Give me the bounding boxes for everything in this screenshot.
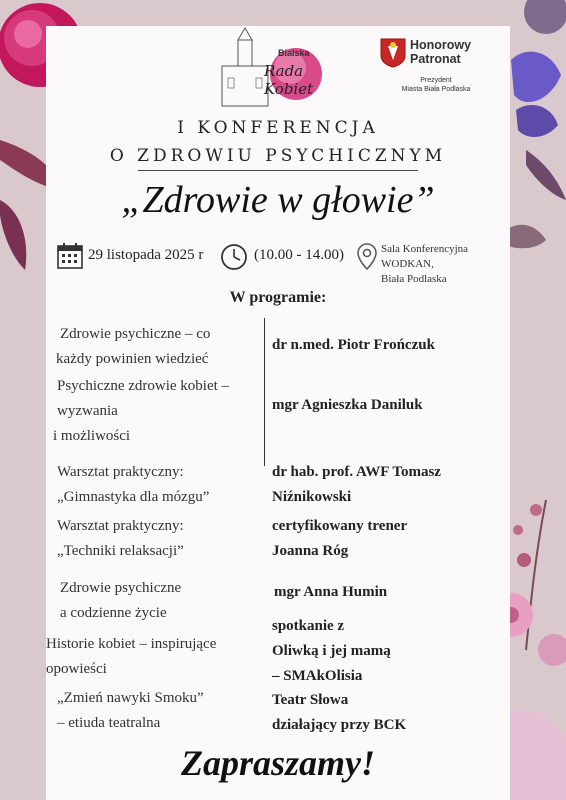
floral-decoration-top-right — [506, 0, 566, 260]
topic-line: każdy powinien wiedzieć — [56, 351, 209, 367]
speaker-line: Joanna Róg — [272, 543, 349, 559]
logo-line1: Bialska — [278, 48, 310, 58]
city-coat-of-arms-icon — [380, 38, 406, 68]
patron-title-line1: Honorowy — [410, 38, 472, 52]
topic-line: Zdrowie psychiczne – co — [60, 326, 211, 342]
speaker-line: mgr Anna Humin — [274, 584, 388, 600]
speaker-line: spotkanie z — [272, 618, 345, 634]
topic-line: „Zmień nawyki Smoku” — [57, 690, 204, 706]
event-venue — [381, 242, 468, 287]
patron-sub-line2: Miasta Biała Podlaska — [401, 86, 471, 93]
topic-line: Warsztat praktyczny: — [57, 464, 184, 480]
program-topic — [60, 576, 181, 626]
program-topic — [46, 632, 216, 682]
program-speaker — [272, 333, 435, 358]
conference-title-line1: I KONFERENCJA — [177, 118, 379, 138]
topic-line: – etiuda teatralna — [57, 715, 161, 731]
venue-line2: WODKAN, — [381, 258, 434, 270]
program-topic — [53, 374, 230, 449]
venue-line3: Biała Podlaska — [381, 273, 447, 285]
program-column-divider — [264, 318, 265, 466]
program-speaker — [272, 688, 406, 738]
topic-line: opowieści — [46, 661, 107, 677]
clock-icon — [220, 243, 248, 271]
conference-headline: „Zdrowie w głowie” — [121, 179, 435, 221]
event-date: 29 listopada 2025 r — [88, 247, 204, 263]
speaker-line: działający przy BCK — [272, 717, 407, 733]
program-topic — [56, 322, 211, 372]
program-topic — [57, 460, 209, 510]
topic-line: „Techniki relaksacji” — [57, 543, 184, 559]
speaker-line: certyfikowany trener — [272, 518, 408, 534]
bialska-rada-kobiet-logo — [220, 26, 350, 108]
topic-line: „Gimnastyka dla mózgu” — [57, 489, 210, 505]
patron-title-line2: Patronat — [410, 52, 461, 66]
speaker-line: Oliwką i jej mamą — [272, 643, 391, 659]
patron-sub-line1: Prezydent — [420, 77, 452, 84]
program-speaker — [272, 393, 423, 418]
program-topic — [57, 686, 204, 736]
program-topic — [57, 514, 184, 564]
speaker-line: mgr Agnieszka Daniluk — [272, 397, 423, 413]
topic-line: Warsztat praktyczny: — [57, 518, 184, 534]
topic-line: wyzwania — [57, 403, 118, 419]
patron-title — [410, 38, 471, 66]
topic-line: Historie kobiet – inspirujące — [46, 636, 217, 652]
program-speaker — [274, 580, 387, 605]
logo-line2: Rada Kobiet — [264, 62, 314, 98]
speaker-line: dr n.med. Piotr Frończuk — [272, 337, 435, 353]
event-time: (10.00 - 14.00) — [254, 247, 344, 263]
topic-line: a codzienne życie — [60, 605, 167, 621]
program-heading: W programie: — [229, 289, 327, 306]
patron-subtitle — [388, 76, 484, 94]
speaker-line: Niźnikowski — [272, 489, 352, 505]
conference-title-line2: O ZDROWIU PSYCHICZNYM — [109, 146, 447, 166]
program-speaker — [272, 614, 391, 689]
speaker-line: – SMAkOlisia — [272, 668, 363, 684]
location-pin-icon — [356, 242, 378, 272]
program-speaker — [272, 460, 441, 510]
venue-line1: Sala Konferencyjna — [381, 243, 469, 255]
program-speaker — [272, 514, 407, 564]
topic-line: Psychiczne zdrowie kobiet – — [57, 378, 230, 394]
topic-line: i możliwości — [53, 428, 131, 444]
speaker-line: dr hab. prof. AWF Tomasz — [272, 464, 441, 480]
speaker-line: Teatr Słowa — [272, 692, 349, 708]
topic-line: Zdrowie psychiczne — [60, 580, 182, 596]
title-divider — [138, 170, 418, 171]
calendar-icon — [57, 243, 83, 269]
invitation-footer: Zapraszamy! — [180, 743, 375, 783]
honorary-patronage — [380, 38, 488, 98]
